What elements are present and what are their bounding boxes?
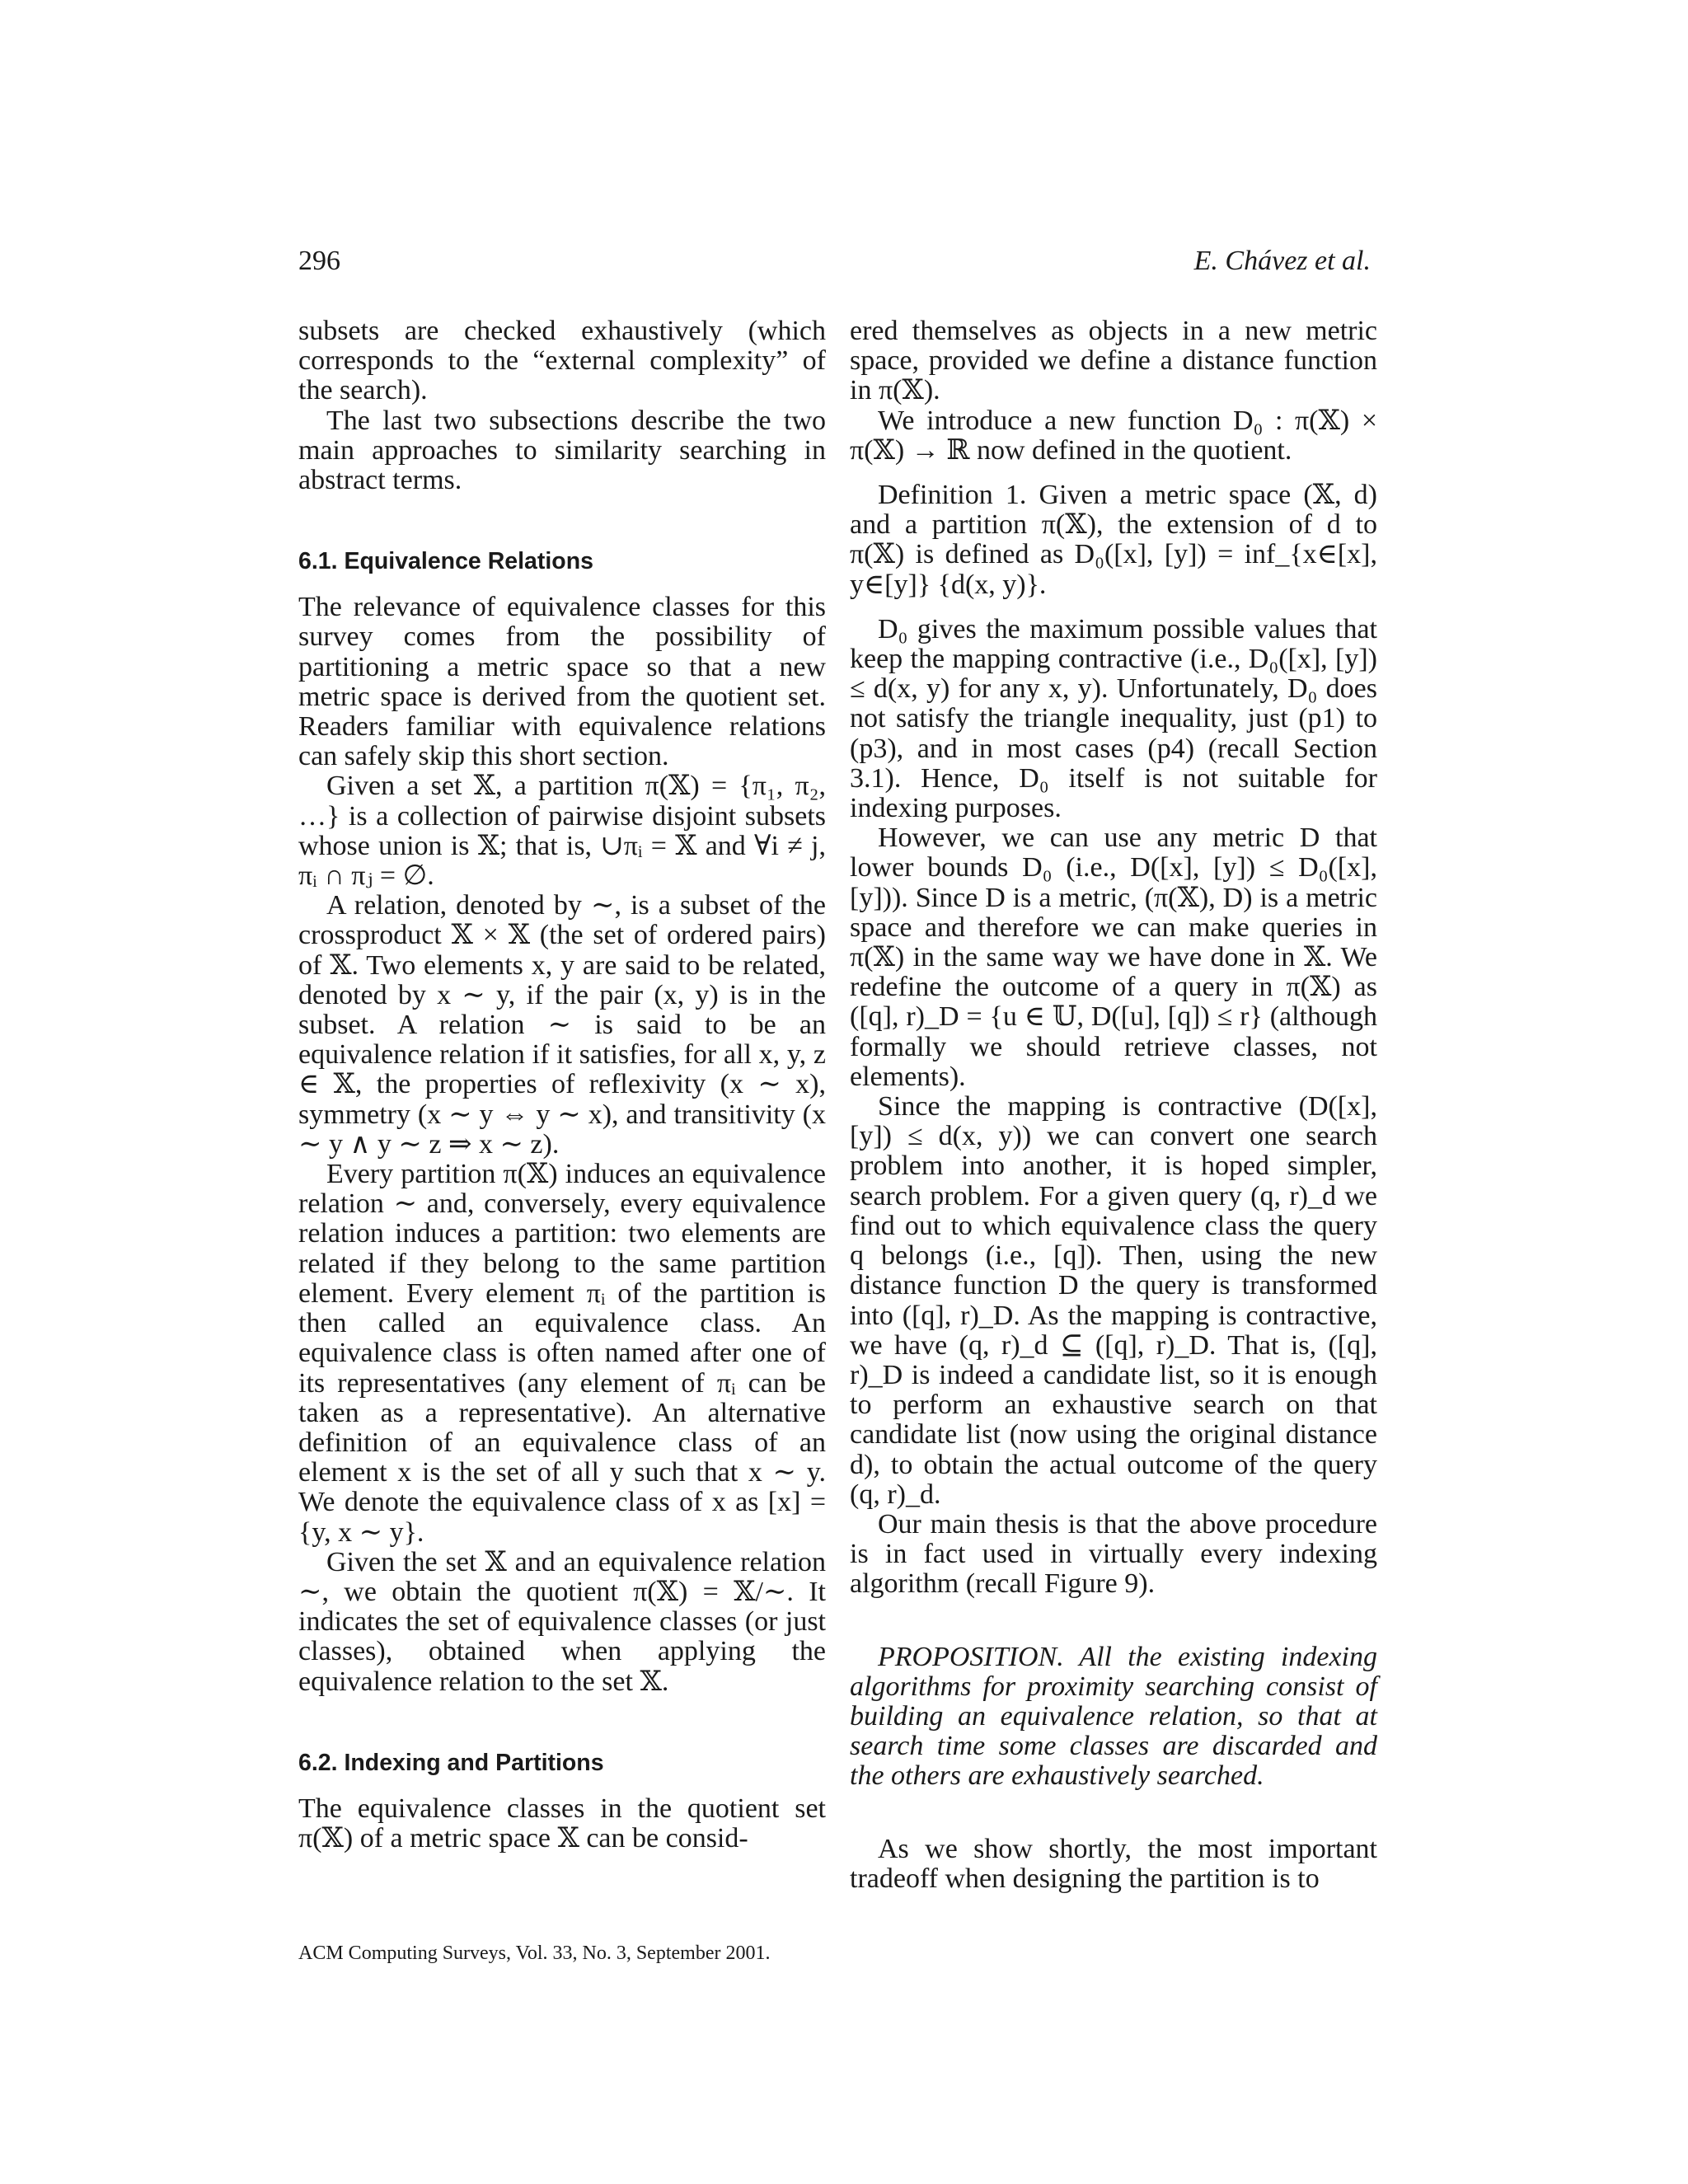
- section-heading: 6.1. Equivalence Relations: [298, 548, 593, 575]
- right-column: [850, 316, 1377, 1894]
- paragraph: subsets are checked exhaustively (which corresponds to the “external complexity” of the search).: [298, 316, 826, 406]
- paragraph: As we show shortly, the most important tradeoff when designing the partition is to: [850, 1833, 1377, 1894]
- section-heading: 6.2. Indexing and Partitions: [298, 1749, 604, 1776]
- proposition: PROPOSITION. All the existing indexing algorithms for proximity searching consist of building an equivalence relation, so that at search time some classes are discarded and the others are exhaustively searched.: [850, 1641, 1377, 1792]
- paragraph: Given the set 𝕏 and an equivalence relation ∼, we obtain the quotient π(𝕏) = 𝕏/∼. It indicates the set of equivalence classes (or just classes), obtained when applying the equivalence relation to the set 𝕏.: [298, 1546, 826, 1697]
- paragraph: The relevance of equivalence classes for this survey comes from the possibility of partitioning a metric space so that a new metric space is derived from the quotient set. Readers familiar with equivalence relations can safely skip this short section.: [298, 592, 826, 772]
- running-title: E. Chávez et al.: [1193, 246, 1371, 276]
- paragraph: We introduce a new function D₀ : π(𝕏) × π(𝕏) → ℝ now defined in the quotient.: [850, 405, 1377, 466]
- paragraph: However, we can use any metric D that lower bounds D₀ (i.e., D([x], [y]) ≤ D₀([x], [y])). Since D is a metric, (π(𝕏), D) is a metric space and therefore we can make queries in π(𝕏) in the same way we have done in 𝕏. We redefine the outcome of a query in π(𝕏) as ([q], r)_D = {u ∈ 𝕌, D([u], [q]) ≤ r} (although formally we should retrieve classes, not elements).: [850, 823, 1377, 1092]
- paragraph: Since the mapping is contractive (D([x], [y]) ≤ d(x, y)) we can convert one search problem into another, it is hoped simpler, search problem. For a given query (q, r)_d we find out to which equivalence class the query q belongs (i.e., [q]). Then, using the new distance function D the query is transformed into ([q], r)_D. As the mapping is contractive, we have (q, r)_d ⊆ ([q], r)_D. That is, ([q], r)_D is indeed a candidate list, so it is enough to perform an exhaustive search on that candidate list (now using the original distance d), to obtain the actual outcome of the query (q, r)_d.: [850, 1091, 1377, 1510]
- paragraph: D₀ gives the maximum possible values that keep the mapping contractive (i.e., D₀([x], [y]) ≤ d(x, y) for any x, y). Unfortunately, D₀ does not satisfy the triangle inequality, just (p1) to (p3), and in most cases (p4) (recall Section 3.1). Hence, D₀ itself is not suitable for indexing purposes.: [850, 613, 1377, 824]
- paragraph: Our main thesis is that the above procedure is in fact used in virtually every indexing algorithm (recall Figure 9).: [850, 1508, 1377, 1600]
- paragraph: The equivalence classes in the quotient set π(𝕏) of a metric space 𝕏 can be consid-: [298, 1793, 826, 1854]
- paragraph: ered themselves as objects in a new metric space, provided we define a distance function in π(𝕏).: [850, 316, 1377, 406]
- paragraph: Every partition π(𝕏) induces an equivalence relation ∼ and, conversely, every equivalence relation induces a partition: two elements are related if they belong to the same partition element. Every element πᵢ of the partition is then called an equivalence class. An equivalence class is often named after one of its representatives (any element of πᵢ can be taken as a representative). An alternative definition of an equivalence class of an element x is the set of all y such that x ∼ y. We denote the equivalence class of x as [x] = {y, x ∼ y}.: [298, 1159, 826, 1548]
- definition: Definition 1. Given a metric space (𝕏, d) and a partition π(𝕏), the extension of d to π(𝕏) is defined as D₀([x], [y]) = inf_{x∈[x], y∈[y]} {d(x, y)}.: [850, 480, 1377, 600]
- journal-citation: ACM Computing Surveys, Vol. 33, No. 3, September 2001.: [298, 1943, 771, 1964]
- page-number: 296: [298, 246, 340, 276]
- paragraph: Given a set 𝕏, a partition π(𝕏) = {π₁, π₂, …} is a collection of pairwise disjoint subsets whose union is 𝕏; that is, ∪πᵢ = 𝕏 and ∀i ≠ j, πᵢ ∩ πⱼ = ∅.: [298, 771, 826, 892]
- paragraph: The last two subsections describe the two main approaches to similarity searching in abstract terms.: [298, 405, 826, 496]
- left-column: [298, 316, 826, 1854]
- paragraph: A relation, denoted by ∼, is a subset of the crossproduct 𝕏 × 𝕏 (the set of ordered pairs) of 𝕏. Two elements x, y are said to be related, denoted by x ∼ y, if the pair (x, y) is in the subset. A relation ∼ is said to be an equivalence relation if it satisfies, for all x, y, z ∈ 𝕏, the properties of reflexivity (x ∼ x), symmetry (x ∼ y ⇔ y ∼ x), and transitivity (x ∼ y ∧ y ∼ z ⇒ x ∼ z).: [298, 890, 826, 1160]
